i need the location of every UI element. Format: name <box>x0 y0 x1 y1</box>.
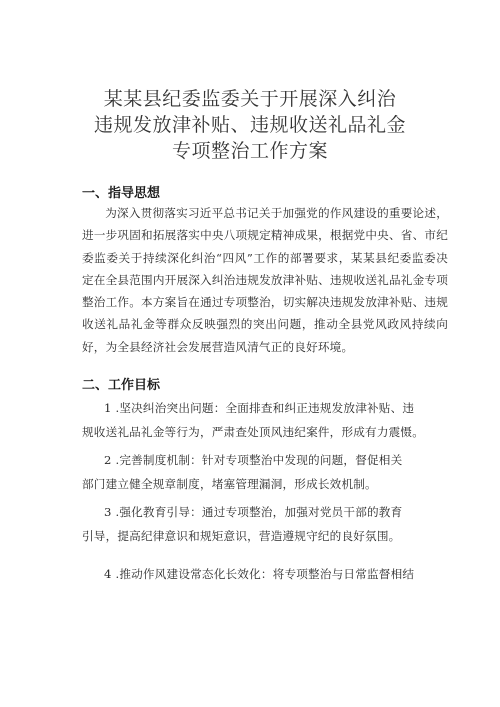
goal-item-1-line-1: 1 .坚决纠治突出问题：全面排查和纠正违规发放津补贴、违 <box>104 401 415 415</box>
goal-item-1-line-2: 规收送礼品礼金等行为，严肃查处顶风违纪案件，形成有力震慑。 <box>82 425 425 439</box>
goal-item-3-line-2: 引导，提高纪律意识和规矩意识，营造遵规守纪的良好氛围。 <box>82 529 401 543</box>
document-title-line-2: 违规发放津补贴、违规收送礼品礼金 <box>93 114 406 136</box>
guiding-ideology-paragraph: 为深入贯彻落实习近平总书记关于加强党的作风建设的重要论述，进一步巩固和拓展落实中央八项规定精神成果，根据党中央、省、市纪委监委关于持续深化纠治“四风”工作的部署要求，某某县纪委监委决定在全县范围内开展深入纠治违规发放津补贴、违规收送礼品礼金专项整治工作。本方案旨在通过专项整治，切实解决违规发放津补贴、违规收送礼品礼金等群众反映强烈的突出问题，推动全县党风政风持续向好，为全县经济社会发展营造风清气正的良好环境。 <box>82 206 448 354</box>
document-title-line-3: 专项整治工作方案 <box>171 140 328 162</box>
section-heading-guiding-ideology: 一、指导思想 <box>82 186 161 201</box>
goal-item-3-line-1: 3 .强化教育引导：通过专项整治，加强对党员干部的教育 <box>104 505 403 519</box>
goal-item-4-line-1: 4 .推动作风建设常态化长效化：将专项整治与日常监督相结 <box>104 567 415 581</box>
document-title-line-1: 某某县纪委监委关于开展深入纠治 <box>103 88 397 110</box>
goal-item-2-line-2: 部门建立健全规章制度，堵塞管理漏洞，形成长效机制。 <box>82 477 377 491</box>
section-heading-work-goals: 二、工作目标 <box>82 378 161 393</box>
goal-item-2-line-1: 2 .完善制度机制：针对专项整治中发现的问题，督促相关 <box>104 453 403 467</box>
